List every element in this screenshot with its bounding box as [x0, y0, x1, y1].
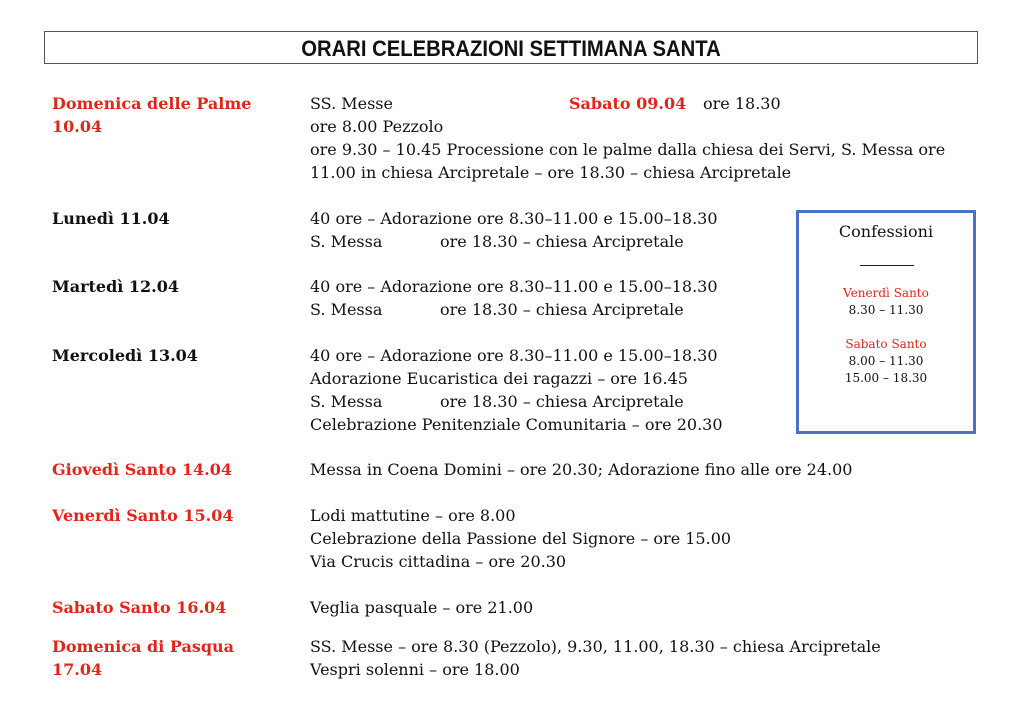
martedi-line2-label: S. Messa [310, 300, 383, 319]
mercoledi-line3-time: ore 18.30 – chiesa Arcipretale [440, 392, 684, 411]
sabato-line1: Veglia pasquale – ore 21.00 [310, 598, 534, 617]
palme-sabato-time: ore 18.30 [703, 94, 781, 113]
palme-label-line2: 10.04 [52, 117, 103, 136]
pasqua-label-line2: 17.04 [52, 660, 103, 679]
title-box [44, 31, 978, 64]
mercoledi-line4: Celebrazione Penitenziale Comunitaria – ore 20.30 [310, 415, 723, 434]
confessioni-sabato-time1: 8.00 – 11.30 [848, 354, 924, 368]
palme-sabato-label: Sabato 09.04 [569, 94, 687, 113]
martedi-label: Martedì 12.04 [52, 277, 180, 296]
lunedi-line2-time: ore 18.30 – chiesa Arcipretale [440, 232, 684, 251]
lunedi-label: Lunedì 11.04 [52, 209, 170, 228]
palme-label-line1: Domenica delle Palme [52, 94, 252, 113]
palme-line3: ore 9.30 – 10.45 Processione con le palme dalla chiesa dei Servi, S. Messa ore [310, 140, 946, 159]
venerdi-line3: Via Crucis cittadina – ore 20.30 [310, 552, 567, 571]
confessioni-box [796, 210, 976, 434]
confessioni-venerdi-time: 8.30 – 11.30 [848, 303, 924, 317]
page-title: ORARI CELEBRAZIONI SETTIMANA SANTA [301, 36, 721, 61]
pasqua-line2: Vespri solenni – ore 18.00 [310, 660, 520, 679]
lunedi-line1: 40 ore – Adorazione ore 8.30–11.00 e 15.00–18.30 [310, 209, 718, 228]
sabato-label: Sabato Santo 16.04 [52, 598, 227, 617]
mercoledi-label: Mercoledì 13.04 [52, 346, 198, 365]
palme-messe: SS. Messe [310, 94, 393, 113]
venerdi-line2: Celebrazione della Passione del Signore – ore 15.00 [310, 529, 732, 548]
pasqua-line1: SS. Messe – ore 8.30 (Pezzolo), 9.30, 11.00, 18.30 – chiesa Arcipretale [310, 637, 881, 656]
mercoledi-line1: 40 ore – Adorazione ore 8.30–11.00 e 15.00–18.30 [310, 346, 718, 365]
confessioni-sabato-time2: 15.00 – 18.30 [844, 371, 928, 385]
venerdi-line1: Lodi mattutine – ore 8.00 [310, 506, 516, 525]
confessioni-divider [860, 265, 914, 266]
confessioni-venerdi-label: Venerdì Santo [843, 286, 929, 300]
mercoledi-line3-label: S. Messa [310, 392, 383, 411]
confessioni-sabato-label: Sabato Santo [845, 337, 927, 351]
palme-line2: ore 8.00 Pezzolo [310, 117, 444, 136]
lunedi-line2-label: S. Messa [310, 232, 383, 251]
pasqua-label-line1: Domenica di Pasqua [52, 637, 235, 656]
mercoledi-line2: Adorazione Eucaristica dei ragazzi – ore 16.45 [310, 369, 688, 388]
venerdi-label: Venerdì Santo 15.04 [52, 506, 234, 525]
giovedi-label: Giovedì Santo 14.04 [52, 460, 233, 479]
giovedi-line1: Messa in Coena Domini – ore 20.30; Adorazione fino alle ore 24.00 [310, 460, 853, 479]
confessioni-title: Confessioni [838, 222, 934, 241]
martedi-line2-time: ore 18.30 – chiesa Arcipretale [440, 300, 684, 319]
palme-line4: 11.00 in chiesa Arcipretale – ore 18.30 – chiesa Arcipretale [310, 163, 792, 182]
martedi-line1: 40 ore – Adorazione ore 8.30–11.00 e 15.00–18.30 [310, 277, 718, 296]
